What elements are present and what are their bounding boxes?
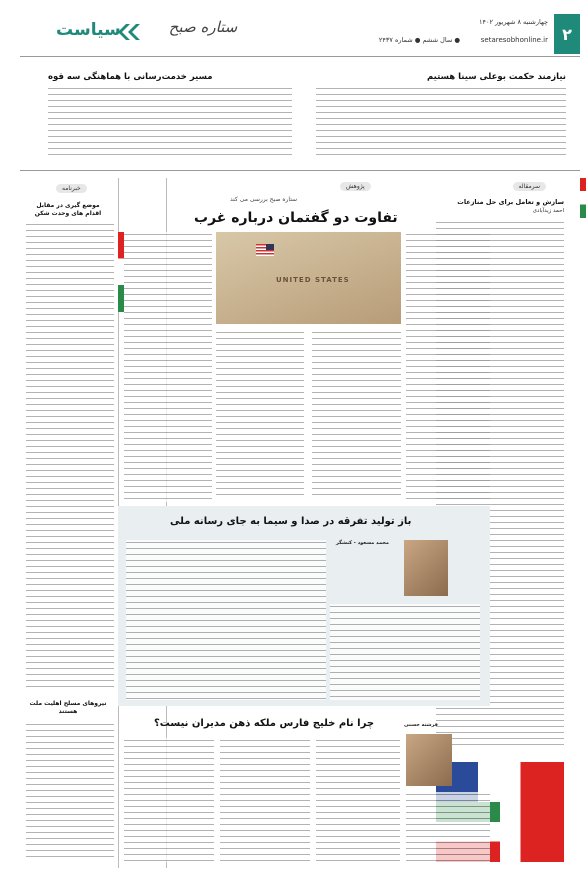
opinion-body (330, 604, 480, 700)
article-body (316, 86, 566, 158)
newspaper-logo: ستاره صبح (168, 18, 238, 36)
bottom-article-body (406, 792, 490, 862)
section-badge: پژوهش (340, 182, 371, 191)
divider (20, 170, 580, 171)
bottom-article-body (124, 738, 214, 862)
feature-body (312, 330, 401, 500)
article-title[interactable]: نیازمند حکمت بوعلی سینا هستیم (426, 72, 566, 82)
news-item-body (26, 222, 114, 692)
divider (20, 56, 580, 57)
column-header (424, 182, 574, 192)
editorial-title[interactable]: سازش و تعامل برای حل منازعات (457, 198, 564, 206)
page-number: ۲ (554, 14, 580, 54)
issue-line: ● سال ششم ● شماره ۲۴۳۷ (378, 36, 460, 44)
bottom-article-title[interactable]: چرا نام خلیج فارس ملکه ذهن مدیران نیست؟ (154, 718, 375, 729)
feature-body (216, 330, 304, 500)
author-photo (406, 734, 452, 786)
feature-title[interactable]: تفاوت دو گفتمان درباره غرب (194, 210, 398, 226)
feature-body (406, 232, 490, 502)
section-title: سیاست (56, 20, 121, 40)
section-badge: خبرنامه (56, 184, 87, 193)
editorial-author: احمد زیدآبادی (532, 208, 564, 214)
opinion-author: محمد مسعود - کنشگر (336, 540, 389, 546)
date-line: چهارشنبه ۸ شهریور ۱۴۰۲ (479, 18, 548, 26)
article-title[interactable]: مسیر خدمت‌رسانی با هماهنگی سه قوه (48, 72, 213, 82)
decorative-flag (118, 232, 124, 312)
news-item-title[interactable]: نیروهای مسلح اهلیت ملت هستند (29, 700, 107, 715)
decorative-flag (580, 178, 586, 218)
map-image (216, 232, 401, 324)
news-item-title[interactable]: موضع گیری در مقابل اقدام های وحدت شکن (34, 202, 102, 217)
article-body (48, 86, 292, 158)
opinion-body (126, 540, 326, 700)
bottom-article-body (220, 738, 310, 862)
flag-pin-icon (256, 244, 274, 256)
bottom-article-author: فرشته حسنی (404, 722, 438, 728)
masthead (20, 14, 580, 54)
news-item-body (26, 722, 114, 862)
feature-body (124, 232, 212, 502)
section-badge: سرمقاله (513, 182, 546, 191)
bottom-article-body (316, 738, 400, 862)
site-url[interactable]: setaresobhonline.ir (480, 36, 548, 44)
article-kicker: ستاره صبح بررسی می کند (230, 196, 298, 203)
opinion-title[interactable]: باز تولید تفرقه در صدا و سیما به جای رسانه ملی (170, 516, 412, 527)
author-photo (404, 540, 448, 596)
map-label: UNITED STATES (276, 276, 350, 284)
